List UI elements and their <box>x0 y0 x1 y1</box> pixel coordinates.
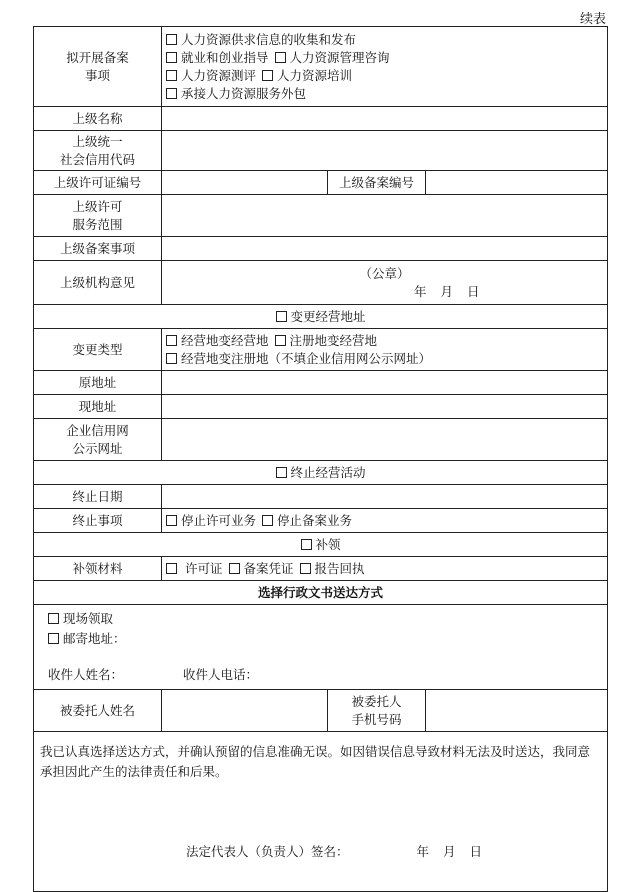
checkbox-employment-guidance[interactable] <box>166 52 177 63</box>
statement-row <box>34 732 608 892</box>
reissue-materials-options: 许可证 备案凭证 报告回执 <box>162 557 608 581</box>
superior-record-items-label: 上级备案事项 <box>34 237 162 261</box>
delivery-section-title: 选择行政文书送达方式 <box>34 581 608 605</box>
reissue-materials-label: 补领材料 <box>34 557 162 581</box>
checkbox-hr-consulting[interactable] <box>275 52 286 63</box>
business-scope-options: 人力资源供求信息的收集和发布 就业和创业指导 人力资源管理咨询 人力资源测评 人力资源培训 承接人力资源服务外包 <box>162 27 608 107</box>
superior-name-label: 上级名称 <box>34 107 162 131</box>
business-scope-row <box>34 27 608 107</box>
checkbox-terminate[interactable] <box>276 467 287 478</box>
superior-license-row <box>34 171 608 195</box>
superior-record-items-row <box>34 237 608 261</box>
checkbox-biz-to-reg[interactable] <box>166 353 177 364</box>
change-type-options: 经营地变经营地 注册地变经营地 经营地变注册地（不填企业信用网公示网址） <box>162 329 608 371</box>
superior-record-no-label: 上级备案编号 <box>328 171 426 195</box>
superior-opinion-row <box>34 261 608 305</box>
checkbox-onsite-pickup[interactable] <box>48 613 59 624</box>
terminate-date-label: 终止日期 <box>34 485 162 509</box>
terminate-items-label: 终止事项 <box>34 509 162 533</box>
superior-record-no-field[interactable] <box>426 171 608 195</box>
superior-license-no-field[interactable] <box>162 171 328 195</box>
change-type-label: 变更类型 <box>34 329 162 371</box>
superior-opinion-field[interactable] <box>162 261 608 305</box>
change-address-section-title: 变更经营地址 <box>34 305 608 329</box>
old-address-row <box>34 371 608 395</box>
reissue-section-title: 补领 <box>34 533 608 557</box>
old-address-label: 原地址 <box>34 371 162 395</box>
checkbox-reissue[interactable] <box>301 539 312 550</box>
terminate-date-field[interactable] <box>162 485 608 509</box>
superior-credit-code-field[interactable] <box>162 131 608 171</box>
new-address-field[interactable] <box>162 395 608 419</box>
business-scope-label: 拟开展备案 事项 <box>34 27 162 107</box>
agent-row <box>34 690 608 732</box>
reissue-materials-row <box>34 557 608 581</box>
terminate-date-row <box>34 485 608 509</box>
reissue-section-row <box>34 533 608 557</box>
checkbox-mail[interactable] <box>48 633 59 644</box>
agent-name-label: 被委托人姓名 <box>34 690 162 732</box>
checkbox-stop-record[interactable] <box>262 515 273 526</box>
credit-website-row <box>34 419 608 461</box>
superior-credit-code-row <box>34 131 608 171</box>
continued-label: 续表 <box>579 12 606 27</box>
superior-name-field[interactable] <box>162 107 608 131</box>
recipient-name-label: 收件人姓名： <box>48 667 124 682</box>
change-type-row <box>34 329 608 371</box>
statement-cell <box>34 732 608 892</box>
change-address-section-row <box>34 305 608 329</box>
new-address-label: 现地址 <box>34 395 162 419</box>
checkbox-change-address[interactable] <box>276 311 287 322</box>
new-address-row <box>34 395 608 419</box>
superior-credit-code-label: 上级统一 社会信用代码 <box>34 131 162 171</box>
checkbox-hr-assessment[interactable] <box>166 70 177 81</box>
superior-scope-row <box>34 195 608 237</box>
superior-opinion-label: 上级机构意见 <box>34 261 162 305</box>
statement-text: 我已认真选择送达方式，并确认预留的信息准确无误。如因错误信息导致材料无法及时送达，我同意承担因此产生的法律责任和后果。 <box>40 744 591 779</box>
checkbox-supply-demand-info[interactable] <box>166 34 177 45</box>
legal-rep-signature-label: 法定代表人（负责人）签名： 年 月 日 <box>186 844 483 859</box>
recipient-phone-label: 收件人电话： <box>183 667 259 682</box>
official-seal-text: （公章） <box>359 265 410 281</box>
checkbox-reg-to-biz[interactable] <box>275 335 286 346</box>
checkbox-hr-outsourcing[interactable] <box>166 88 177 99</box>
old-address-field[interactable] <box>162 371 608 395</box>
checkbox-report-receipt[interactable] <box>300 563 311 574</box>
delivery-method-cell: 现场领取 邮寄地址： 收件人姓名： 收件人电话： <box>34 605 608 690</box>
opinion-date: 年 月 日 <box>414 283 480 299</box>
credit-website-field[interactable] <box>162 419 608 461</box>
delivery-method-row <box>34 605 608 690</box>
credit-website-label: 企业信用网 公示网址 <box>34 419 162 461</box>
terminate-section-row <box>34 461 608 485</box>
superior-scope-label: 上级许可 服务范围 <box>34 195 162 237</box>
checkbox-stop-license[interactable] <box>166 515 177 526</box>
superior-scope-field[interactable] <box>162 195 608 237</box>
application-form-table <box>33 26 608 892</box>
checkbox-hr-training[interactable] <box>262 70 273 81</box>
delivery-section-row <box>34 581 608 605</box>
agent-name-field[interactable] <box>162 690 328 732</box>
superior-name-row <box>34 107 608 131</box>
terminate-items-options: 停止许可业务 停止备案业务 <box>162 509 608 533</box>
agent-phone-field[interactable] <box>426 690 608 732</box>
agent-phone-label: 被委托人 手机号码 <box>328 690 426 732</box>
terminate-items-row <box>34 509 608 533</box>
terminate-section-title: 终止经营活动 <box>34 461 608 485</box>
checkbox-biz-to-biz[interactable] <box>166 335 177 346</box>
superior-record-items-field[interactable] <box>162 237 608 261</box>
checkbox-license[interactable] <box>166 563 177 574</box>
checkbox-record-certificate[interactable] <box>229 563 240 574</box>
superior-license-no-label: 上级许可证编号 <box>34 171 162 195</box>
